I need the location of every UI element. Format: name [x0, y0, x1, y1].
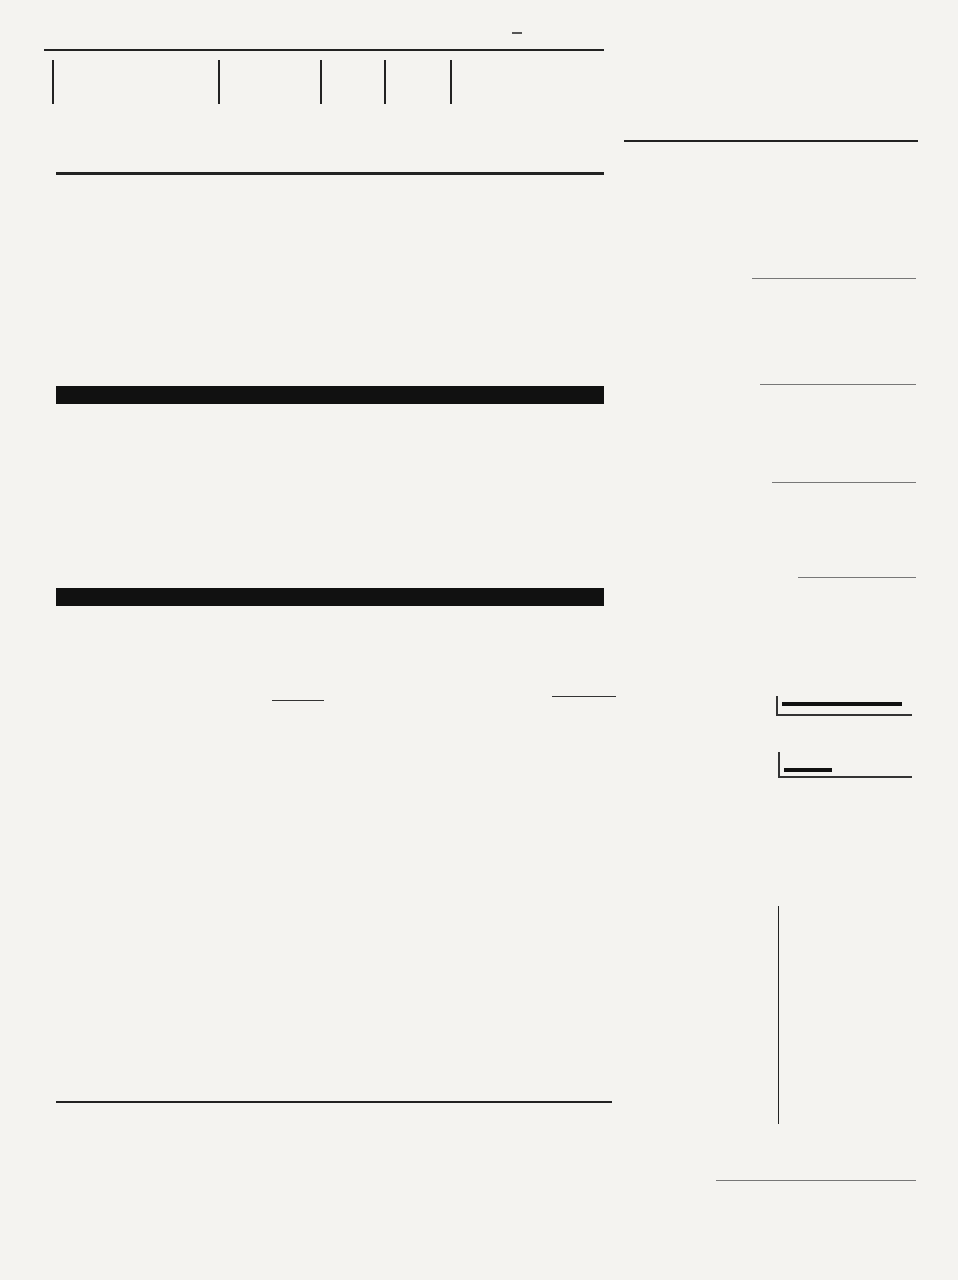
header-rule — [44, 49, 604, 51]
rule — [798, 577, 916, 578]
divider — [778, 906, 779, 1124]
rule — [752, 278, 916, 279]
section-rule — [56, 172, 604, 175]
section-rule — [56, 1101, 612, 1103]
scale-header — [56, 588, 604, 606]
visceral-bar — [784, 768, 832, 772]
lean-legend — [272, 700, 324, 701]
fat-legend — [552, 696, 616, 697]
column-rule — [624, 140, 918, 142]
whr-bar — [782, 702, 902, 706]
divider — [218, 60, 220, 104]
rule — [716, 1180, 916, 1181]
divider — [450, 60, 452, 104]
divider — [384, 60, 386, 104]
whr-gauge — [776, 696, 912, 716]
rule — [772, 482, 916, 483]
rule — [760, 384, 916, 385]
visceral-gauge — [778, 752, 912, 778]
device-model — [512, 32, 522, 34]
divider — [320, 60, 322, 104]
scale-header — [56, 386, 604, 404]
divider — [52, 60, 54, 104]
